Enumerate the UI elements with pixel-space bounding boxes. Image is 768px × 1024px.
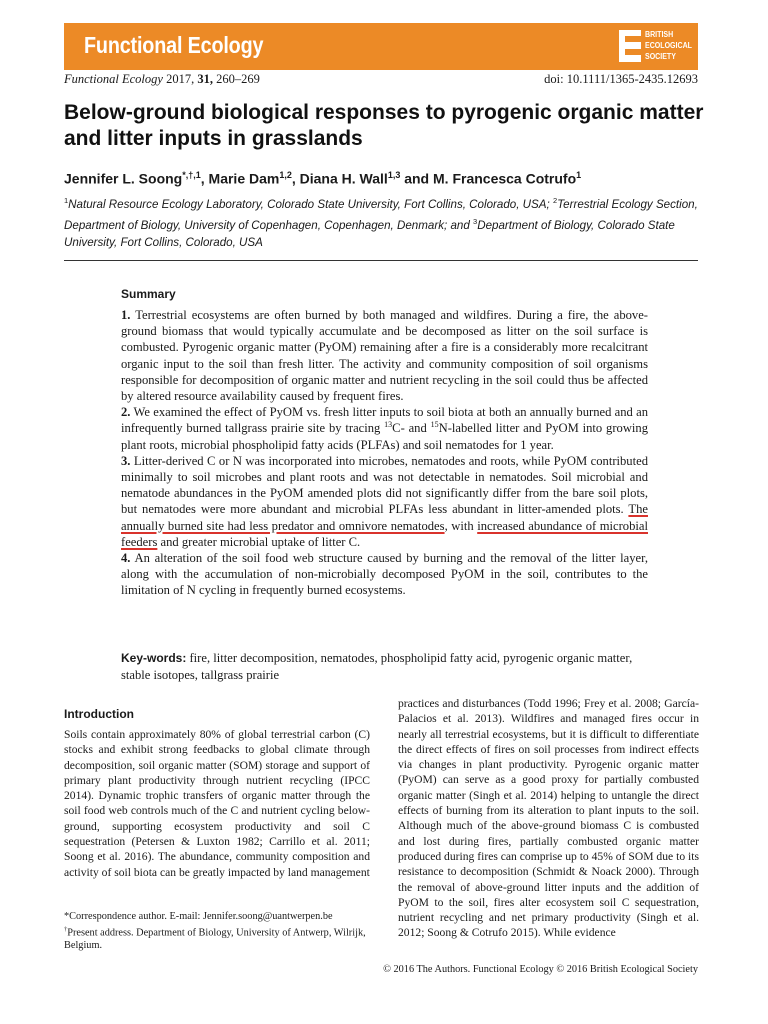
- present-address-note: †Present address. Department of Biology, University of Antwerp, Wilrijk, Belgium.: [64, 925, 366, 951]
- bes-logo-text: BRITISH ECOLOGICAL SOCIETY: [645, 29, 692, 61]
- summary-point-1: 1. Terrestrial ecosystems are often burned by both managed and wildfires. During a fire, the above-ground biomass that would typically accumulate and be decomposed as litter on the soil surface is combusted. Pyrogenic organic matter (PyOM) remaining after a fire is a considerably more recalcitrant organic input to the soil than fresh litter. The activity and community composition of soil organisms responsible for decomposition of organic matter and nutrient recycling in the soil could thus be affected by altered resource availability caused by frequent fires.: [121, 308, 648, 404]
- keywords: Key-words: fire, litter decomposition, nematodes, phospholipid fatty acid, pyrogenic organic matter, stable isotopes, tallgrass prairie: [121, 651, 633, 682]
- bes-logo-icon: [619, 30, 641, 62]
- article-title: Below-ground biological responses to pyrogenic organic matter and litter inputs in grasslands: [64, 101, 704, 150]
- highlight-underline: The annually burned site had less predator and omnivore nematodes: [121, 502, 648, 533]
- introduction-column-2: practices and disturbances (Todd 1996; Frey et al. 2008; García-Palacios et al. 2013). Wildfires and managed fires occur in nearly all terrestrial ecosystems, but it is difficult to differentiate the direct effects of fires on soil processes from indirect effects via changes in plant productivity. Pyrogenic organic matter (PyOM) can serve as a good proxy for partially combusted organic matter (Singh et al. 2014) helping to untangle the direct effects of burning from its alteration to plant inputs to the soil. Although much of the above-ground biomass C is combusted and lost during fires, partially combusted organic matter produced during fires can comprise up to 45% of SOM due to its resistance to decomposition (Schmidt & Noack 2000). Through the removal of above-ground litter inputs and the addition of PyOM to the soil, fires alter ecosystem soil C sequestration, nutrient recycling and net primary productivity (Singh et al. 2012; Soong & Cotrufo 2015). While evidence: [398, 697, 699, 940]
- header-divider: [64, 260, 698, 261]
- highlight-underline: increased abundance of microbial feeders: [121, 518, 648, 549]
- bes-logo: [619, 28, 694, 64]
- correspondence-note: *Correspondence author. E-mail: Jennifer.soong@uantwerpen.be: [64, 911, 333, 922]
- copyright-footer: © 2016 The Authors. Functional Ecology © 2016 British Ecological Society: [383, 964, 698, 975]
- author-name[interactable]: M. Francesca Cotrufo: [433, 170, 577, 187]
- author-list: Jennifer L. Soong$^{*,\dagger,1}$, Marie Dam$^{1,2}$, Diana H. Wall$^{1,3}$ and M. Francesca Cotrufo$^1$: [64, 170, 582, 187]
- affiliations: $^1$Natural Resource Ecology Laboratory, Colorado State University, Fort Collins, Colorado, USA; $^2$Terrestrial Ecology Section, Department of Biology, University of Copenhagen, Copenhagen, Denmark; and $^3$Department of Biology, Colorado State University, Fort Collins, Colorado, USA: [64, 196, 698, 249]
- summary-point-3: 3. Litter-derived C or N was incorporated into microbes, nematodes and roots, while PyOM contributed minimally to soil microbes and plant roots and was not detectable in nematodes. Soil microbial and nematode abundances in the PyOM amended plots did not significantly differ from the bare soil plots, but nematodes were more abundant and microbial PLFAs less abundant in litter-amended plots. The annually burned site had less predator and omnivore nematodes, with increased abundance of microbial feeders and greater microbial uptake of litter C.: [121, 453, 648, 549]
- author-name[interactable]: Diana H. Wall: [299, 170, 388, 187]
- citation: Functional Ecology 2017, 31, 260–269: [64, 72, 260, 86]
- author-name[interactable]: Marie Dam: [208, 170, 280, 187]
- introduction-heading: Introduction: [64, 707, 134, 721]
- summary-point-4: 4. An alteration of the soil food web structure caused by burning and the removal of the litter layer, along with the accumulation of non-microbially decomposed PyOM in the soil, contributes to the limitation of N cycling in frequently burned ecosystems.: [121, 551, 648, 598]
- author-name[interactable]: Jennifer L. Soong: [64, 170, 183, 187]
- introduction-column-1: Soils contain approximately 80% of global terrestrial carbon (C) stocks and exhibit strong feedbacks to global climate through decomposition, soil organic matter (SOM) storage and support of primary plant productivity through nutrient recycling (IPCC 2014). Dynamic trophic transfers of organic matter through the soil food web controls much of the C and nutrient cycling below-ground, supporting ecosystem productivity and soil C sequestration (Petersen & Luxton 1982; Carrillo et al. 2011; Soong et al. 2016). The abundance, community composition and activity of soil biota can be greatly impacted by land management: [64, 728, 370, 879]
- journal-name: Functional Ecology: [84, 32, 264, 58]
- summary-body: [121, 307, 648, 599]
- summary-point-2: 2. We examined the effect of PyOM vs. fresh litter inputs to soil biota at both an annually burned and an infrequently burned tallgrass prairie site by tracing $^{13}$C- and $^{15}$N-labelled litter and PyOM into growing plant roots, microbial phospholipid fatty acids (PLFAs) and soil nematodes for 1 year.: [121, 405, 649, 452]
- summary-heading: Summary: [121, 287, 176, 301]
- doi[interactable]: doi: 10.1111/1365-2435.12693: [544, 72, 698, 86]
- footnotes: [64, 911, 370, 952]
